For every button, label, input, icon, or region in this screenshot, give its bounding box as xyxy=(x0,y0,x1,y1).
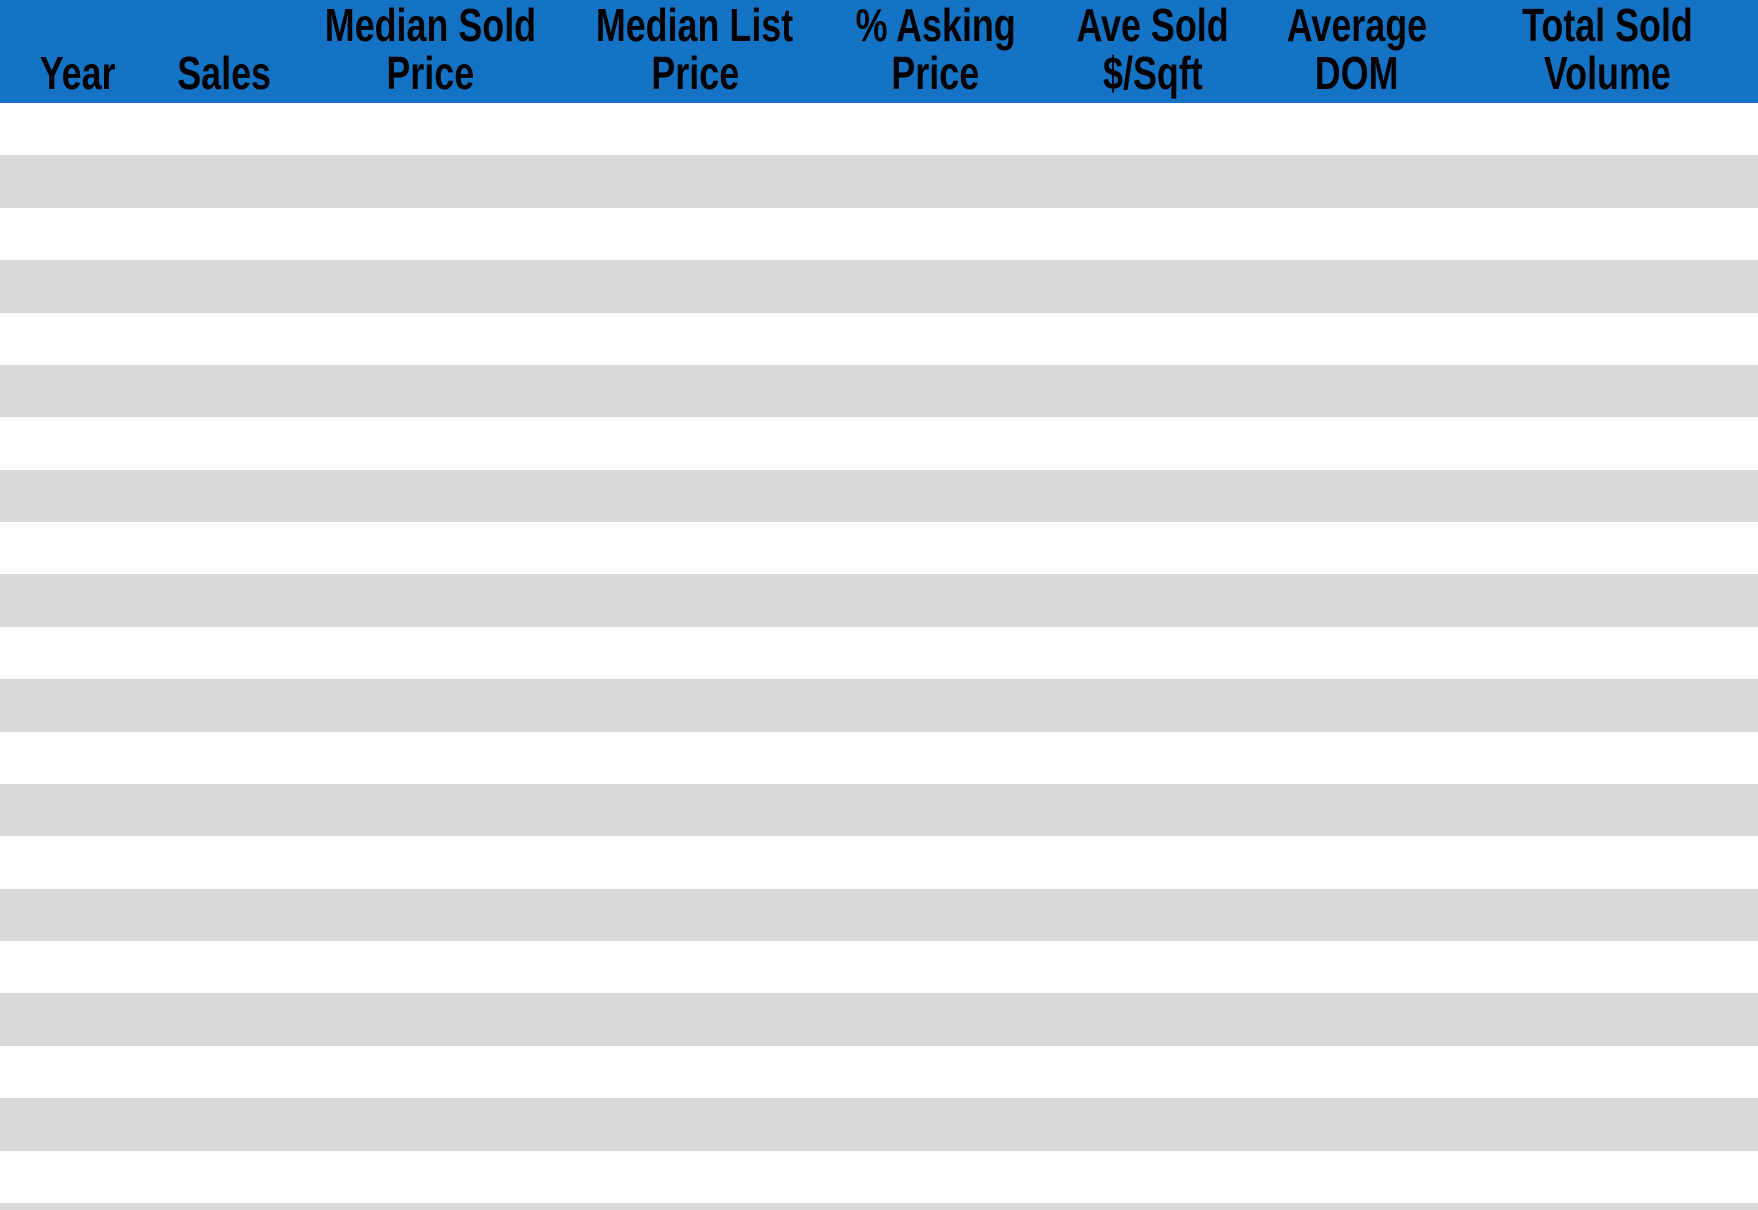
table-row-2022 xyxy=(0,993,1758,1045)
column-header-pct_asking_price xyxy=(823,0,1048,103)
table-row-2010 xyxy=(0,365,1758,417)
column-header-year xyxy=(0,0,155,103)
column-header-label: Price xyxy=(651,47,739,99)
table-row-2013 xyxy=(0,522,1758,574)
table-row-2018 xyxy=(0,784,1758,836)
table-row-2024 xyxy=(0,1098,1758,1150)
column-header-label: % Asking xyxy=(855,0,1016,51)
table-row-2015 xyxy=(0,627,1758,679)
table-row-2012 xyxy=(0,470,1758,522)
table-row-partial xyxy=(0,1203,1758,1210)
table-row-2007 xyxy=(0,208,1758,260)
table-row-2021 xyxy=(0,941,1758,993)
table-row-2014 xyxy=(0,574,1758,626)
table-row-2009 xyxy=(0,313,1758,365)
column-header-label: DOM xyxy=(1314,47,1399,99)
column-header-label: Volume xyxy=(1543,47,1671,99)
table-row-2005 xyxy=(0,103,1758,155)
column-header-median_list_price xyxy=(567,0,823,103)
table-row-2016 xyxy=(0,679,1758,731)
column-header-label: Sales xyxy=(177,47,272,99)
table-row-2006 xyxy=(0,155,1758,207)
column-header-sales xyxy=(155,0,294,103)
table-row-2025 xyxy=(0,1151,1758,1203)
table-header-row xyxy=(0,0,1758,103)
table-row-2008 xyxy=(0,260,1758,312)
column-header-median_sold_price xyxy=(294,0,567,103)
column-header-label: Median Sold xyxy=(324,0,537,51)
column-header-total_sold_volume xyxy=(1456,0,1758,103)
column-header-label: Median List xyxy=(596,0,794,51)
column-header-ave_sold_per_sqft xyxy=(1048,0,1257,103)
column-header-label: $/Sqft xyxy=(1102,47,1203,99)
table-row-2019 xyxy=(0,836,1758,888)
table-row-2023 xyxy=(0,1046,1758,1098)
table-row-2020 xyxy=(0,889,1758,941)
column-header-label: Average xyxy=(1286,0,1427,51)
column-header-label: Year xyxy=(39,47,116,99)
table-row-2017 xyxy=(0,732,1758,784)
column-header-label: Price xyxy=(386,47,475,99)
column-header-label: Price xyxy=(891,47,980,99)
table-body xyxy=(0,103,1758,1210)
column-header-average_dom xyxy=(1257,0,1456,103)
column-header-label: Ave Sold xyxy=(1076,0,1229,51)
column-header-label: Total Sold xyxy=(1521,0,1693,51)
table-row-2011 xyxy=(0,417,1758,469)
